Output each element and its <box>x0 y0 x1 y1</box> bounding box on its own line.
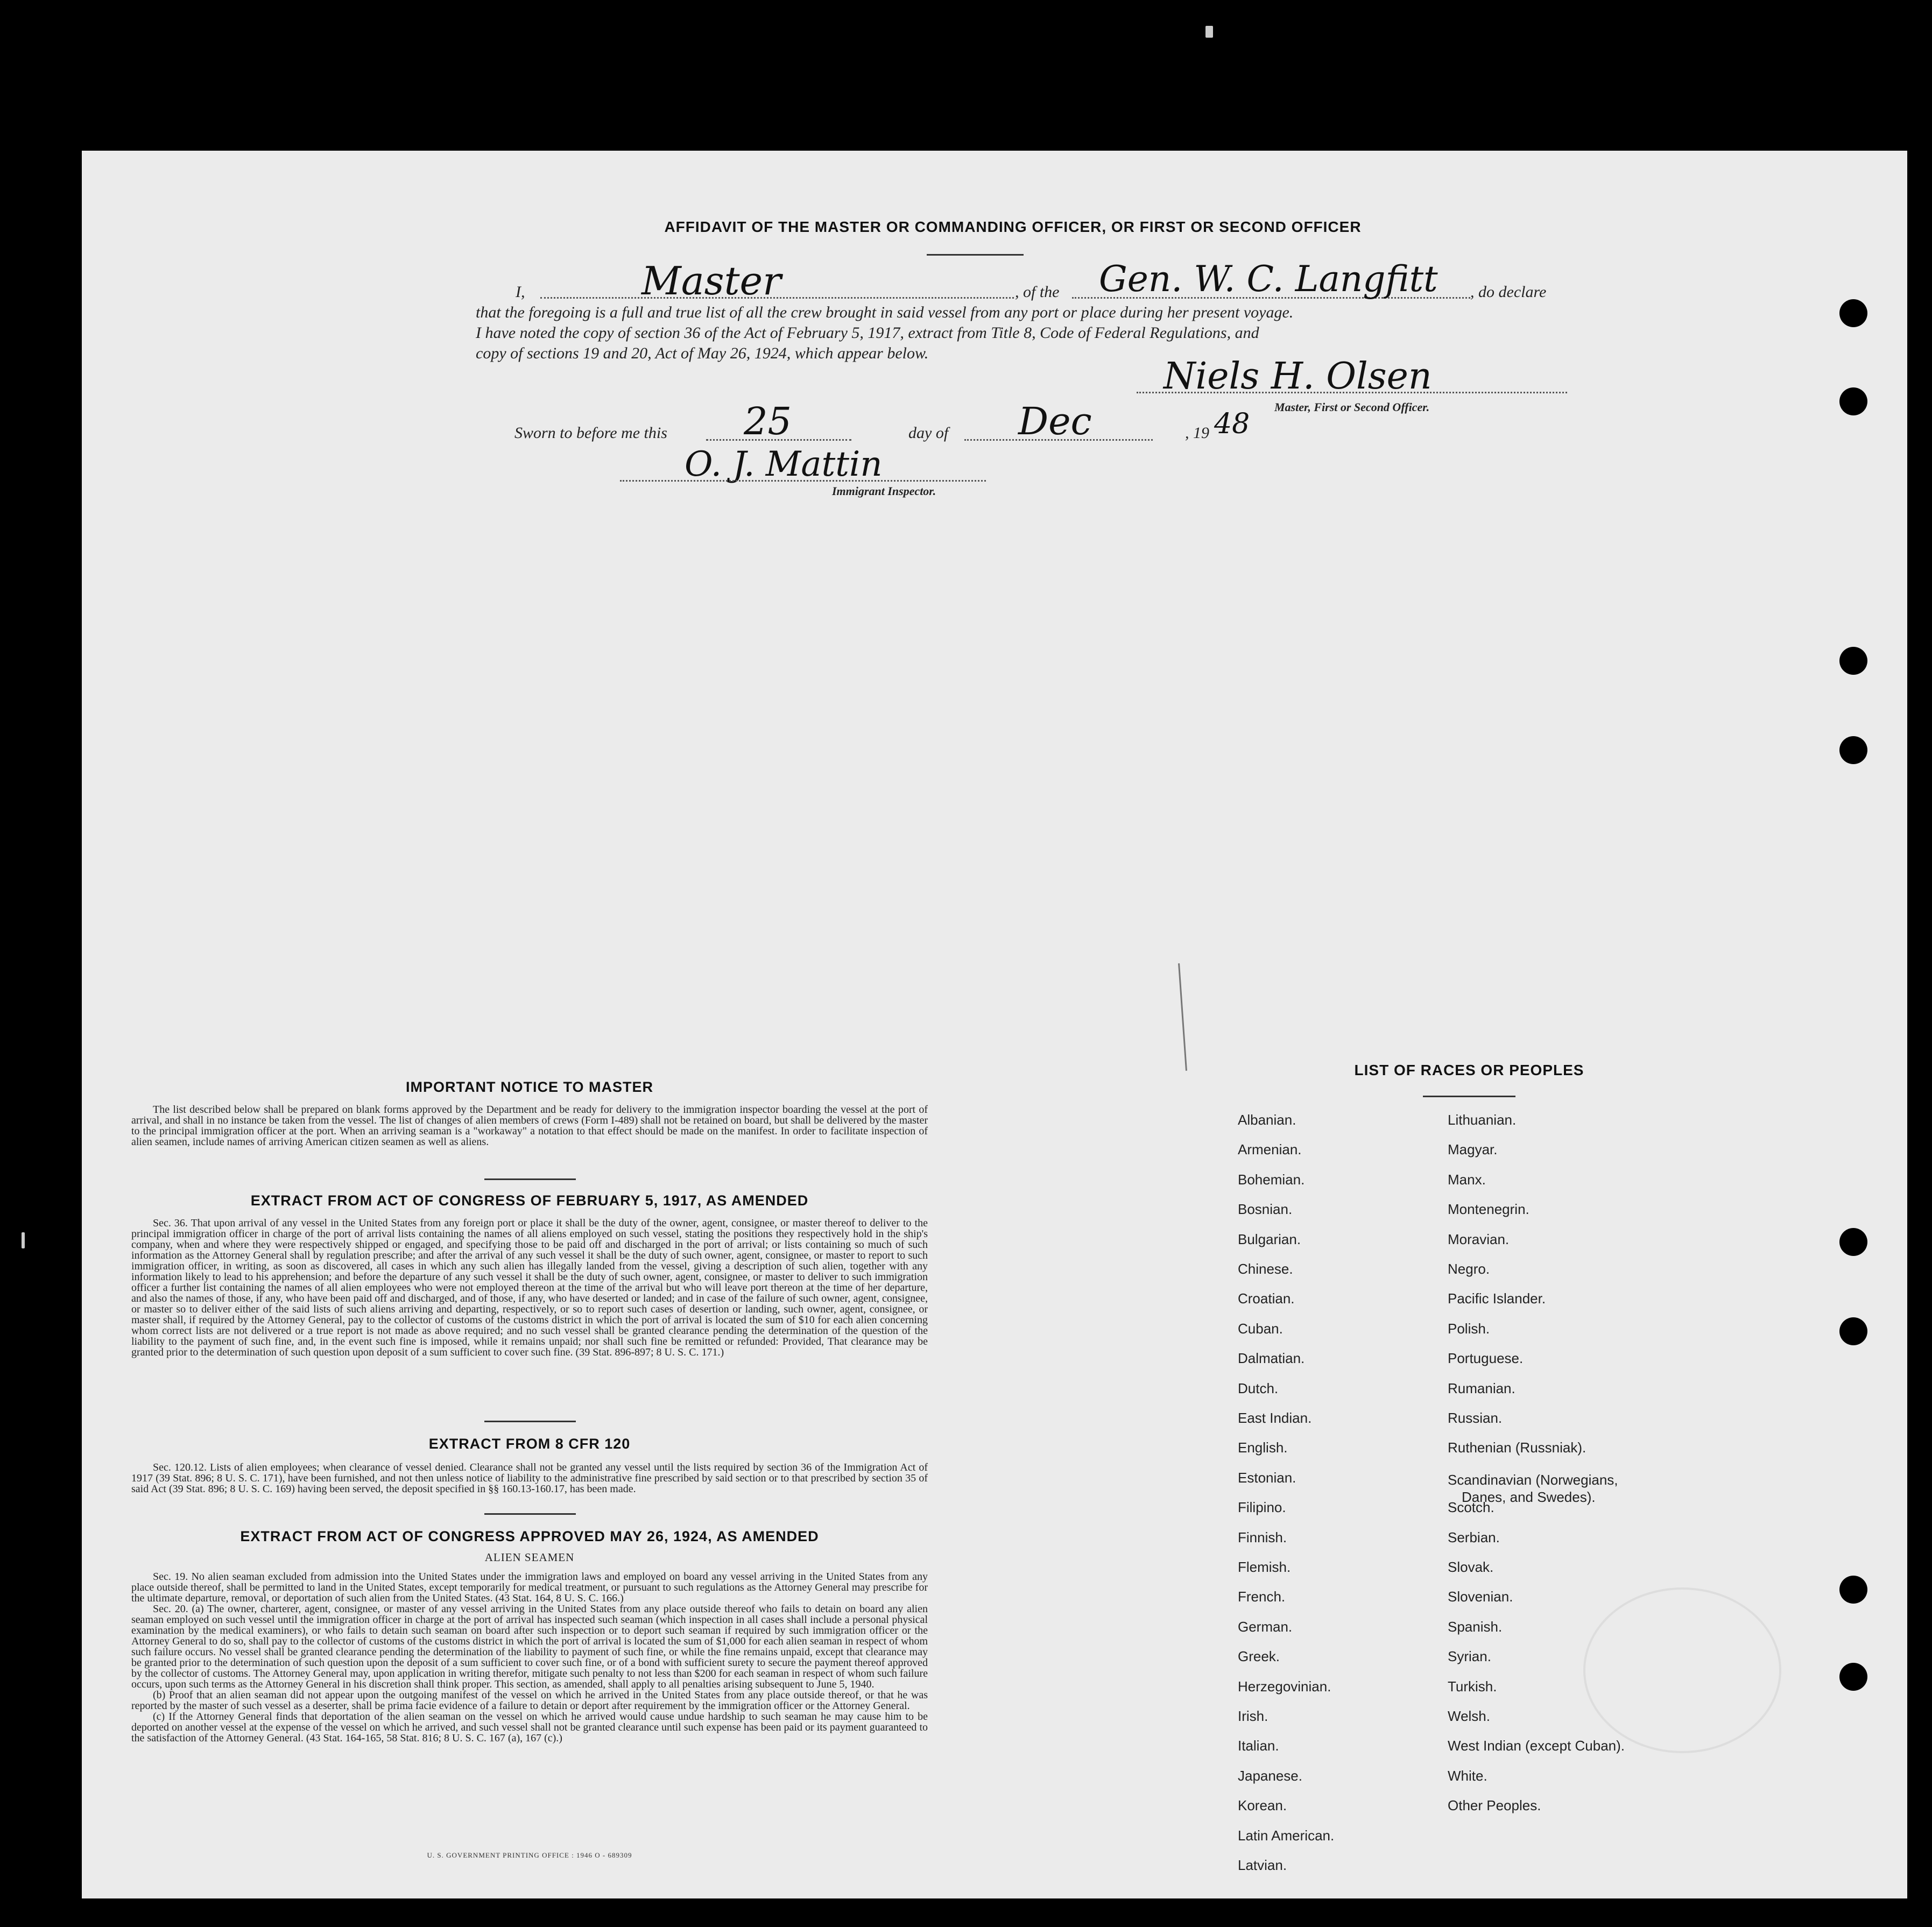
edge-mark <box>22 1232 25 1248</box>
declaration-line4: copy of sections 19 and 20, Act of May 26, 1924, which appear below. <box>476 344 929 362</box>
race-item: West Indian (except Cuban). <box>1448 1738 1625 1754</box>
printer-imprint: U. S. GOVERNMENT PRINTING OFFICE : 1946 O - 689309 <box>427 1851 632 1859</box>
race-item: Albanian. <box>1238 1112 1296 1128</box>
declaration-i: I, <box>516 283 525 301</box>
race-item: Serbian. <box>1448 1529 1500 1545</box>
race-item: Croatian. <box>1238 1290 1295 1307</box>
race-item: Polish. <box>1448 1320 1490 1337</box>
section-120-12-text: Sec. 120.12. Lists of alien employees; when clearance of vessel denied. Clearance shall not be granted any vessel until the lists required by section 36 of the Immigration Act of 1917 (39 Stat. 896; 8 U. S. C. 171), have been furnished, and not then unless notice of liability to the administrative fine prescribed by said section or to that prescribed by section 35 of said Act (39 Stat. 896; 8 U. S. C. 169) having been served, the deposit specified in §§ 160.13-160.17, has been made. <box>131 1462 928 1495</box>
race-item: Negro. <box>1448 1261 1490 1277</box>
race-item: Latin American. <box>1238 1827 1335 1844</box>
section-20a-text: Sec. 20. (a) The owner, charterer, agent, consignee, or master of any vessel arriving in the United States from any place outside thereof who fails to detain on board any alien seaman employed on such vessel until the immigration officer in charge at the port of arrival has inspected such seaman (which inspection in all cases shall include a personal physical examination by the medical examiners), or who fails to detain such seaman on board after such inspection or to deport such seaman if required by such immigration officer or the Attorney General to do so, shall pay to the collector of customs of the customs district in which the port of arrival is located the sum of $1,000 for each alien seaman in respect of whom such failure occurs. No vessel shall be granted clearance pending the determination of the liability to payment of such fine, or while the fine remains unpaid, except that clearance may be granted prior to the determination of such question upon the deposit of a sum sufficient to cover such fine, or of a bond with sufficient surety to secure the payment thereof approved by the collector of customs. The Attorney General may, upon application in writing therefor, mitigate such penalty to not less than $200 for each seaman in respect of whom such failure occurs, upon such terms as the Attorney General in his discretion shall think proper. This section, as amended, shall apply to all penalties arising subsequent to June 5, 1940. <box>131 1603 928 1690</box>
notice-title: IMPORTANT NOTICE TO MASTER <box>406 1079 653 1095</box>
title-divider <box>927 254 1024 256</box>
declaration-line3: I have noted the copy of section 36 of the Act of February 5, 1917, extract from Title 8, Code of Federal Regulations, and <box>476 324 1259 342</box>
extract-1917-body <box>131 1218 928 1358</box>
race-item: Slovenian. <box>1448 1589 1513 1605</box>
race-item: Dutch. <box>1238 1380 1279 1396</box>
race-item: Finnish. <box>1238 1529 1287 1545</box>
inspector-signature: O. J. Mattin <box>685 444 883 484</box>
race-item: Turkish. <box>1448 1678 1497 1695</box>
section-20b-text: (b) Proof that an alien seaman did not appear upon the outgoing manifest of the vessel on which he arrived in the United States from any place outside thereof, or that he was reported by the master of such vessel as a deserter, shall be prima facie evidence of a failure to detain or deport after requirement by the immigration officer or the Attorney General. <box>131 1689 928 1712</box>
race-item: Italian. <box>1238 1738 1279 1754</box>
pen-stroke <box>1178 963 1187 1071</box>
notice-paragraph: The list described below shall be prepared on blank forms approved by the Department and be ready for delivery to the immigration inspector boarding the vessel at the port of arrival, and shall in no instance be taken from the vessel. The list of changes of alien members of crews (Form I-489) shall not be retained on board, but shall be delivered by the master to the principal immigration officer at the port. When an arriving seaman is a "workaway" a notation to that effect should be made on the manifest. In order to facilitate inspection of alien seamen, include names of arriving American citizen seamen as well as aliens. <box>131 1104 928 1148</box>
race-item: Welsh. <box>1448 1708 1490 1724</box>
declare-label: , do declare <box>1470 283 1547 301</box>
extract-8cfr-title: EXTRACT FROM 8 CFR 120 <box>428 1436 631 1452</box>
race-item: Montenegrin. <box>1448 1201 1529 1218</box>
section-20c-text: (c) If the Attorney General finds that deportation of the alien seaman on the vessel on which he arrived would cause undue hardship to such seaman he may cause him to be deported on another vessel at the expense of the vessel on which he arrived, and such vessel shall not be granted clearance until such expense has been paid or its payment guaranteed to the satisfaction of the Attorney General. (43 Stat. 164-165, 58 Stat. 816; 8 U. S. C. 167 (a), 167 (c).) <box>131 1711 928 1744</box>
document-page <box>82 151 1907 1898</box>
race-item: French. <box>1238 1589 1286 1605</box>
race-item: Greek. <box>1238 1648 1280 1665</box>
race-item: Slovak. <box>1448 1559 1494 1575</box>
inspector-caption: Immigrant Inspector. <box>832 484 936 498</box>
race-item: Scandinavian (Norwegians, <box>1448 1472 1618 1488</box>
declarant-handwritten: Master <box>641 258 781 303</box>
punch-hole <box>1839 1576 1867 1604</box>
race-item: Bulgarian. <box>1238 1231 1301 1247</box>
race-item: East Indian. <box>1238 1410 1312 1426</box>
race-item: Russian. <box>1448 1410 1503 1426</box>
race-item: Ruthenian (Russniak). <box>1448 1439 1587 1456</box>
race-item: Dalmatian. <box>1238 1350 1305 1367</box>
race-item: Herzegovinian. <box>1238 1678 1331 1695</box>
race-item: Manx. <box>1448 1171 1486 1188</box>
punch-hole <box>1839 1317 1867 1345</box>
race-item: Rumanian. <box>1448 1380 1515 1396</box>
declaration-line2: that the foregoing is a full and true list of all the crew brought in said vessel from any port or place during her present voyage. <box>476 303 1294 321</box>
race-item: Lithuanian. <box>1448 1112 1517 1128</box>
punch-hole <box>1839 387 1867 415</box>
race-item: Filipino. <box>1238 1499 1286 1516</box>
officer-signature: Niels H. Olsen <box>1164 355 1432 398</box>
race-item: Irish. <box>1238 1708 1268 1724</box>
sworn-label: Sworn to before me this <box>514 424 667 442</box>
race-item: German. <box>1238 1618 1293 1635</box>
race-item: White. <box>1448 1767 1487 1784</box>
punch-hole <box>1839 736 1867 764</box>
race-item: Pacific Islander. <box>1448 1290 1546 1307</box>
notice-divider <box>484 1178 576 1180</box>
race-item: Moravian. <box>1448 1231 1510 1247</box>
race-item: Scotch. <box>1448 1499 1494 1516</box>
sworn-year-handwritten: 48 <box>1214 408 1250 440</box>
race-item: Chinese. <box>1238 1261 1293 1277</box>
affidavit-title: AFFIDAVIT OF THE MASTER OR COMMANDING OFFICER, OR FIRST OR SECOND OFFICER <box>664 218 1362 235</box>
race-item: Armenian. <box>1238 1141 1302 1158</box>
extract-8cfr-body <box>131 1462 928 1494</box>
punch-hole <box>1839 299 1867 327</box>
race-item: Bosnian. <box>1238 1201 1293 1218</box>
inspector-signature-line <box>620 480 986 482</box>
races-divider <box>1423 1096 1515 1097</box>
officer-caption: Master, First or Second Officer. <box>1274 400 1430 414</box>
year-prefix: , 19 <box>1185 424 1209 442</box>
race-item: Cuban. <box>1238 1320 1283 1337</box>
race-item: Other Peoples. <box>1448 1797 1541 1814</box>
extract-8cfr-divider <box>484 1513 576 1515</box>
race-item: Danes, and Swedes). <box>1462 1489 1596 1506</box>
day-of-label: day of <box>908 424 949 442</box>
race-item: Syrian. <box>1448 1648 1491 1665</box>
race-item: English. <box>1238 1439 1288 1456</box>
sworn-day-handwritten: 25 <box>744 399 792 443</box>
of-the-label: , of the <box>1015 283 1060 301</box>
punch-hole <box>1839 1228 1867 1256</box>
edge-mark <box>1205 26 1213 38</box>
sworn-month-handwritten: Dec <box>1018 399 1092 443</box>
extract-1917-divider <box>484 1421 576 1422</box>
vessel-name-handwritten: Gen. W. C. Langfitt <box>1099 258 1438 300</box>
race-item: Magyar. <box>1448 1141 1498 1158</box>
officer-signature-line <box>1137 392 1567 393</box>
section-36-text: Sec. 36. That upon arrival of any vessel in the United States from any foreign port or place it shall be the duty of the owner, agent, consignee, or master thereof to deliver to the principal immigration officer in charge of the port of arrival lists containing the names of all aliens employed on such vessel, stating the positions they respectively hold in the ship's company, when and where they were respectively shipped or engaged, and specifying those to be paid off and discharged in the port of arrival; or lists containing so much of such information as the Attorney General shall by regulation prescribe; and after the arrival of any such vessel it shall be the duty of such owner, agent, consignee, or master to report to such immigration officer, in writing, as soon as discovered, all cases in which any such alien has illegally landed from the vessel, giving a description of such alien, together with any information likely to lead to his apprehension; and before the departure of any such vessel it shall be the duty of such owner, agent, consignee, or master to deliver to such immigration officer a further list containing the names of all alien employees who were not employed thereon at the time of the arrival but who will leave port thereon at the time of her departure, and also the names of those, if any, who have been paid off and discharged, and of those, if any, who have deserted or landed; and in case of the failure of such owner, agent, consignee, or master so to deliver either of the said lists of such aliens arriving and departing, respectively, or so to report such cases of desertion or landing, such owner, agent, consignee, or master shall, if required by the Attorney General, pay to the collector of customs of the customs district in which the port of arrival is located the sum of $10 for each alien concerning whom correct lists are not delivered or a true report is not made as above required; and no such vessel shall be granted clearance pending the determination of the question of the liability to the payment of such fine, and, in the event such fine is imposed, while it remains unpaid; nor shall such fine be remitted or refunded: Provided, That clearance may be granted prior to the determination of such question upon deposit of a sum sufficient to cover such fine. (39 Stat. 896-897; 8 U. S. C. 171.) <box>131 1217 928 1358</box>
race-item: Estonian. <box>1238 1469 1296 1486</box>
alien-seamen-subtitle: ALIEN SEAMEN <box>484 1551 575 1564</box>
races-title: LIST OF RACES OR PEOPLES <box>1354 1062 1584 1078</box>
punch-hole <box>1839 1663 1867 1691</box>
race-item: Bohemian. <box>1238 1171 1305 1188</box>
race-item: Spanish. <box>1448 1618 1503 1635</box>
race-item: Flemish. <box>1238 1559 1291 1575</box>
race-item: Korean. <box>1238 1797 1287 1814</box>
faint-stamp <box>1583 1587 1781 1753</box>
race-item: Latvian. <box>1238 1857 1287 1873</box>
extract-1924-title: EXTRACT FROM ACT OF CONGRESS APPROVED MAY 26, 1924, AS AMENDED <box>240 1528 819 1544</box>
extract-1917-title: EXTRACT FROM ACT OF CONGRESS OF FEBRUARY 5, 1917, AS AMENDED <box>250 1192 809 1209</box>
race-item: Portuguese. <box>1448 1350 1524 1367</box>
notice-body <box>131 1104 928 1147</box>
race-item: Japanese. <box>1238 1767 1302 1784</box>
extract-1924-body <box>131 1571 928 1744</box>
section-19-text: Sec. 19. No alien seaman excluded from admission into the United States under the immigration laws and employed on board any vessel arriving in the United States from any place outside thereof, shall be permitted to land in the United States, except temporarily for medical treatment, or pursuant to such regulations as the Attorney General may prescribe for the ultimate departure, removal, or deportation of such alien from the United States. (43 Stat. 164, 8 U. S. C. 166.) <box>131 1571 928 1604</box>
punch-hole <box>1839 647 1867 675</box>
